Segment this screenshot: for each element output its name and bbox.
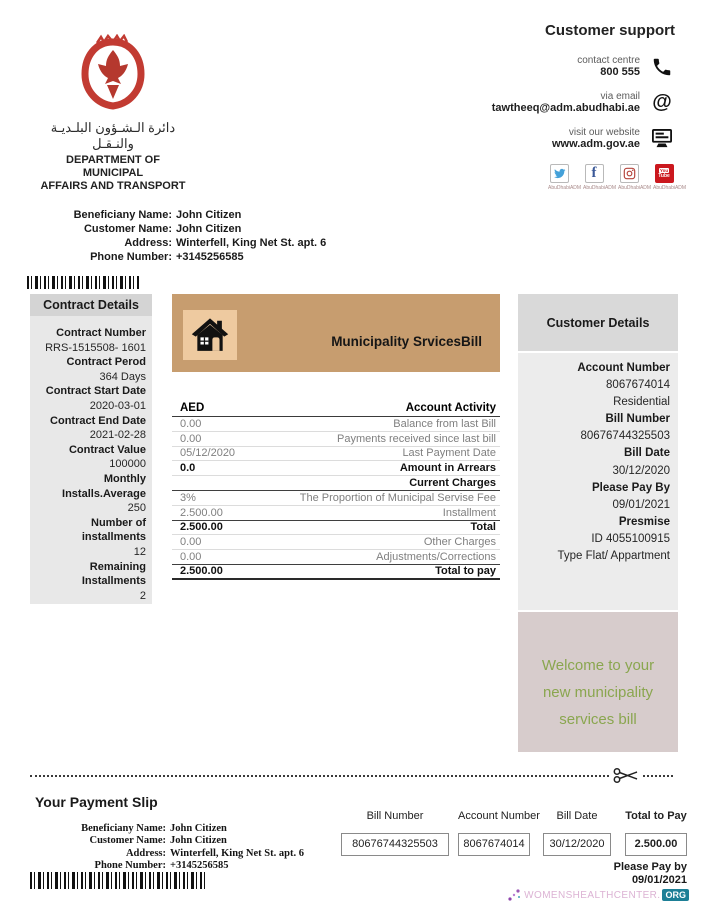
customer-name-label: Customer Name: [83,223,172,235]
table-row [172,535,500,550]
social-links-row [425,164,687,191]
phone-row [30,250,326,264]
website-url[interactable]: www.adm.gov.ae [551,138,640,150]
customer-line: Please Pay By [591,481,670,494]
website-icon [649,129,675,149]
slip-account-number-value: 8067674014 [458,833,530,856]
customer-name-value: John Citizen [176,223,242,235]
website-item [425,127,675,150]
contract-line: Contract Value [68,443,146,456]
org-name-english [38,154,188,193]
row-label: Current Charges [409,477,496,490]
customer-line: Type Flat/ Appartment [557,550,670,563]
table-row-total-to-pay [172,565,500,580]
slip-phone-value: +3145256585 [170,860,229,872]
contract-line: RRS-1515508- 1601 [45,341,146,354]
slip-pay-by-label: Please Pay by [613,861,687,873]
email-label: via email [600,91,640,102]
slip-account-number-label: Account Number [458,810,540,822]
slip-customer-name-value: John Citizen [170,835,227,847]
row-label: Balance from last Bill [393,417,496,430]
instagram-handle: AbuDhabiADM [618,185,652,191]
twitter-handle: AbuDhabiADM [548,185,582,191]
contract-line: Contract Start Date [45,385,146,398]
account-activity-table [172,400,500,580]
table-row [172,491,500,506]
table-header-row [172,400,500,417]
slip-address-row [30,848,304,860]
welcome-line2: new municipality [542,684,654,701]
row-value: 0.00 [180,551,202,564]
contract-barcode [27,276,139,289]
instagram-icon[interactable] [620,164,639,183]
payment-slip-title: Your Payment Slip [35,794,158,810]
contract-line: 250 [127,502,146,515]
youtube-tube-text: Tube [658,173,670,179]
row-value: 2.500.00 [180,521,223,534]
phone-label: Phone Number: [90,251,172,263]
customer-name-row [30,222,326,236]
twitter-icon[interactable] [550,164,569,183]
slip-phone-label: Phone Number: [94,860,166,872]
youtube-handle: AbuDhabiADM [653,185,687,191]
address-row [30,236,326,250]
row-label: Other Charges [423,536,496,549]
customer-details-title: Customer Details [518,294,678,351]
table-row-current-charges [172,476,500,491]
contract-line: Contract Perod [66,356,146,369]
customer-line: Bill Date [623,447,670,460]
contract-line: Number of installments [81,516,146,544]
row-value: 05/12/2020 [180,447,236,460]
row-value: 0.00 [180,536,202,549]
customer-line: Bill Number [605,413,670,426]
org-logo-block [38,34,188,193]
customer-line: 30/12/2020 [612,464,670,477]
beneficiary-info-block [30,208,326,264]
row-label: The Proportion of Municipal Servise Fee [299,491,496,504]
email-address[interactable]: tawtheeq@adm.abudhabi.ae [491,102,640,114]
row-label: Payments received since last bill [337,432,496,445]
facebook-link[interactable] [583,164,617,191]
contract-line: Contract End Date [50,414,146,427]
cut-line [30,775,673,777]
watermark-text: WOMENSHEALTHCENTER. [524,889,661,901]
row-label: Adjustments/Corrections [376,551,496,564]
house-icon [191,317,229,353]
contract-line: 12 [133,545,146,558]
youtube-link[interactable] [653,164,687,191]
row-label: Total to pay [435,565,496,578]
contract-details-title: Contract Details [30,294,152,316]
contact-centre-label: contact centre [577,55,640,66]
contract-details-list [30,316,152,603]
welcome-line1: Welcome to your [541,657,655,674]
beneficiary-name-value: John Citizen [176,209,242,221]
contract-line: 100000 [109,458,146,471]
table-row [172,506,500,521]
scissors-icon [610,767,642,789]
row-label: Last Payment Date [402,447,496,460]
slip-pay-by-block [614,861,687,887]
instagram-link[interactable] [618,164,652,191]
website-label: visit our website [568,127,640,138]
sparkle-icon [507,888,522,902]
contract-line: Monthly [103,472,146,485]
org-name-english-line2: AFFAIRS AND TRANSPORT [40,180,186,192]
customer-line: ID 4055100915 [591,532,670,545]
contact-centre-number: 800 555 [600,66,640,78]
beneficiary-name-row [30,208,326,222]
row-value: 0.0 [180,462,196,475]
customer-line: 09/01/2021 [612,498,670,511]
twitter-link[interactable] [548,164,582,191]
slip-phone-row [30,860,304,872]
contract-line: 2020-03-01 [89,399,146,412]
customer-line: Residential [613,396,670,409]
email-icon: @ [652,91,672,113]
row-value: 3% [180,491,196,504]
phone-value: +3145256585 [176,251,244,263]
customer-support-title: Customer support [544,22,675,39]
watermark-org-badge: ORG [662,889,689,901]
slip-bill-number-value: 80676744325503 [341,833,449,856]
slip-beneficiary-block [30,823,304,873]
row-value: 2.500.00 [180,506,223,519]
payment-slip-barcode [30,872,208,889]
slip-bill-date-value: 30/12/2020 [543,833,611,856]
slip-beneficiary-name-label: Beneficiany Name: [81,823,166,834]
contract-line: 2021-02-28 [89,429,146,442]
table-row [172,432,500,447]
facebook-icon[interactable]: f [585,164,604,183]
contract-line: Remaining Installments [81,560,146,588]
slip-total-to-pay-value: 2.500.00 [625,833,687,856]
row-value: 0.00 [180,417,202,430]
contact-centre-item [425,55,675,78]
slip-beneficiary-name-row [30,823,304,835]
contract-line: Contract Number [56,327,146,339]
email-item [425,91,675,114]
slip-beneficiary-name-value: John Citizen [170,823,227,834]
customer-line: Account Number [577,362,670,374]
contract-line: Installs.Average [62,487,146,500]
welcome-message-panel [518,612,678,752]
beneficiary-name-label: Beneficiany Name: [73,209,172,221]
contract-line: 2 [139,589,146,602]
slip-bill-date-label: Bill Date [556,810,598,822]
bill-title: Municipality SrvicesBill [331,334,482,349]
row-value: 0.00 [180,432,202,445]
address-value: Winterfell, King Net St. apt. 6 [176,237,327,249]
slip-customer-name-row [30,835,304,847]
table-row [172,417,500,432]
table-row-arrears [172,461,500,476]
customer-details-panel [518,353,678,610]
slip-bill-number-label: Bill Number [366,810,424,822]
bill-title-banner [172,294,500,372]
contract-details-panel [30,294,152,604]
row-label: Installment [442,506,496,519]
house-icon-tile [183,310,237,360]
customer-line: Presmise [618,515,670,528]
youtube-icon[interactable] [655,164,674,183]
org-name-arabic: دائرة الـشـؤون البلـديـة والنـقـل [50,120,176,151]
address-label: Address: [124,237,172,249]
currency-header: AED [180,402,205,414]
org-name-english-line1: DEPARTMENT OF MUNICIPAL [66,154,160,179]
slip-address-value: Winterfell, King Net St. apt. 6 [170,847,304,859]
table-row [172,447,500,462]
slip-total-to-pay-label: Total to Pay [625,810,687,822]
watermark [507,888,689,902]
phone-icon [649,56,675,78]
customer-line: 80676744325503 [580,430,670,443]
activity-header: Account Activity [405,402,496,414]
customer-line: 8067674014 [606,379,670,392]
abu-dhabi-emblem-icon [76,34,150,112]
customer-support-block [425,22,687,191]
facebook-handle: AbuDhabiADM [583,185,617,191]
table-row-total [172,521,500,536]
slip-address-label: Address: [125,847,166,859]
slip-pay-by-date: 09/01/2021 [631,874,687,886]
slip-customer-name-label: Customer Name: [89,835,166,847]
youtube-you-text: You [659,168,669,173]
row-label: Amount in Arrears [399,462,496,475]
table-row [172,550,500,565]
contract-line: 364 Days [99,370,146,383]
welcome-line3: services bill [559,711,637,728]
row-label: Total [470,521,496,534]
row-value: 2.500.00 [180,565,223,578]
